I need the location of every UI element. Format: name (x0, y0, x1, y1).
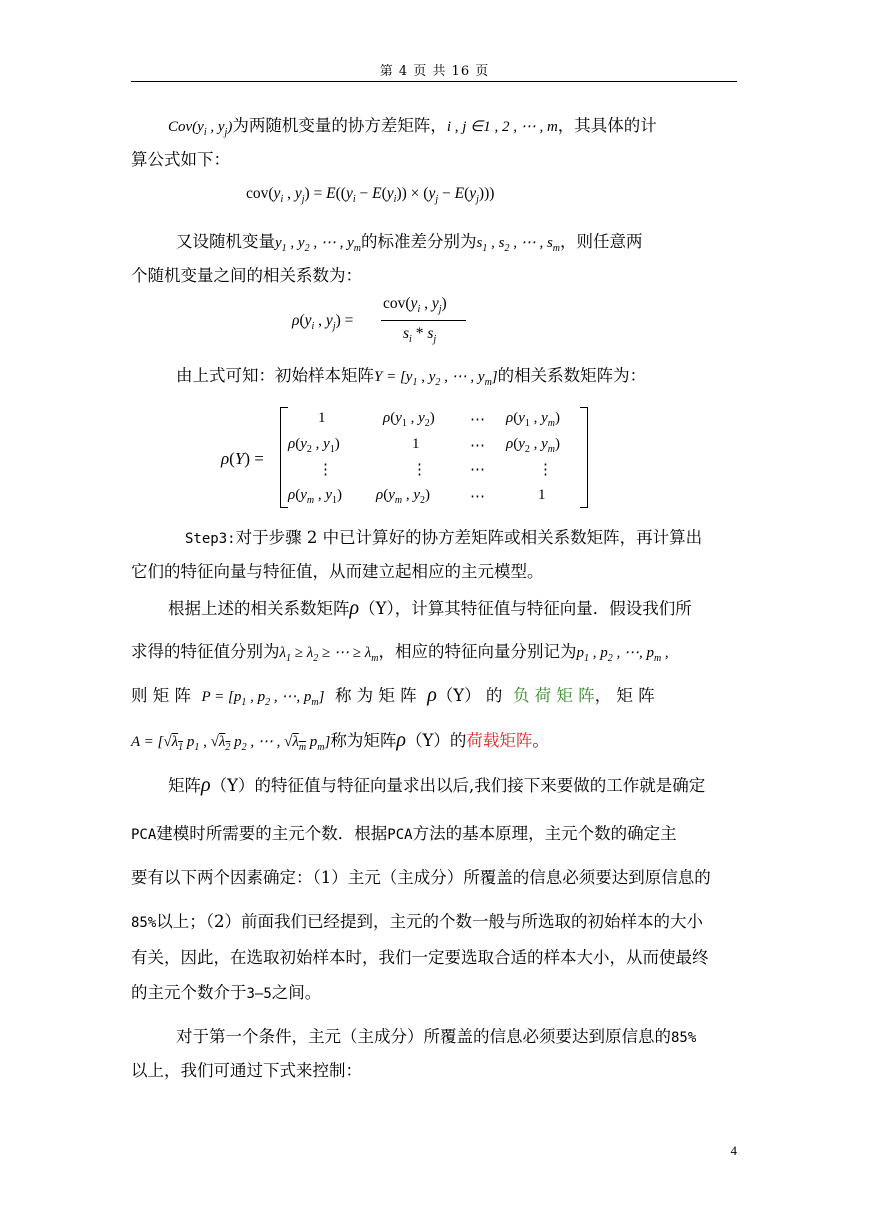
matrix-cell: 1 (318, 410, 326, 426)
text: 85% (671, 1030, 697, 1046)
step3-line-1 (185, 530, 738, 547)
text: （Y）的特征值与特征向量求出以后,我们接下来要做的工作就是确定 (210, 776, 706, 795)
text: ，相应的特征向量分别记为 (378, 642, 577, 661)
paragraph-5-line-1 (168, 774, 738, 796)
A-definition: $A = [√\lambda_1$ $p_1$ , $√\lambda_2$ $p_2$ , ⋯ , $√\lambda_m$ $p_m$] (131, 734, 331, 753)
rho-symbol: ρ (201, 774, 211, 796)
p-list: $p_1$ , $p_2$ , ⋯, $p_m$ , (576, 645, 669, 664)
text: 之间。 (271, 983, 322, 1002)
text: 对于步骤 2 中已计算好的协方差矩阵或相关系数矩阵，再计算出 (235, 528, 703, 547)
text: ， 矩 阵 (594, 686, 655, 705)
matrix-cell: ⋯ (470, 462, 485, 478)
text: PCA (387, 827, 413, 843)
paragraph-4-line-3 (131, 684, 737, 711)
text: 又设随机变量 (176, 232, 275, 251)
text: 矩阵 (168, 776, 201, 795)
text: 由上式可知：初始样本矩阵 (176, 366, 374, 385)
text: 的主元个数介于 (131, 983, 247, 1002)
paragraph-2-line-1 (176, 234, 738, 257)
matrix-cell: ⋮ (412, 462, 427, 478)
matrix-cell: ⋯ (470, 438, 485, 454)
matrix-cell: ⋯ (470, 412, 485, 428)
text: 方法的基本原理，主元个数的确定主 (412, 824, 677, 843)
text: 的相关系数矩阵为： (497, 366, 647, 385)
paragraph-5-line-2 (131, 826, 737, 843)
paragraph-5-line-3: 要有以下两个因素确定：（1）主元（主成分）所覆盖的信息必须要达到原信息的 (131, 868, 711, 887)
text: 的标准差分别为 (361, 232, 477, 251)
equation-rho-denominator: $s_i * s_j$ (403, 325, 437, 346)
text: （Y）的 (405, 731, 467, 750)
text: 。 (532, 731, 549, 750)
text: 建模时所需要的主元个数．根据 (156, 824, 388, 843)
text: ，则任意两 (560, 232, 643, 251)
text: 3—5 (246, 986, 272, 1002)
matrix-cell: $\rho(y_1$ , $y_2$) (383, 410, 435, 429)
rho-symbol: ρ (396, 729, 406, 751)
paragraph-6-line-1 (176, 1029, 738, 1046)
matrix-cell: 1 (538, 487, 546, 503)
s-list: $s_1$ , $s_2$ , ⋯ , $s_m$ (476, 235, 561, 254)
matrix-cell: $\rho(y_2$ , $y_1$) (288, 436, 340, 455)
text: （Y） 的 (436, 686, 503, 705)
rho-symbol: ρ (349, 597, 360, 619)
text: PCA (131, 827, 157, 843)
matrix-cell: $\rho(y_1$ , $y_m$) (506, 410, 561, 429)
page-header: 第 4 页 共 16 页 (379, 64, 490, 79)
matrix-cell: ⋯ (470, 489, 485, 505)
matrix-cell: ⋮ (318, 462, 333, 478)
matrix-cell: $\rho(y_m$ , $y_1$) (288, 487, 343, 506)
text: 以上；（2）前面我们已经提到，主元的个数一般与所选取的初始样本的大小 (156, 912, 704, 931)
matrix-cell: ⋮ (538, 462, 553, 478)
paragraph-5-line-6 (131, 985, 737, 1002)
paragraph-2-line-2: 个随机变量之间的相关系数为： (131, 266, 362, 285)
page-number: 4 (730, 1143, 737, 1158)
equation-rho-numerator: $cov(y_i$ , $y_j$) (383, 295, 447, 316)
step3-line-2: 它们的特征向量与特征值，从而建立起相应的主元模型。 (131, 562, 544, 581)
equation-covariance: $cov(y_i$ , $y_j) = E((y_i - E(y_i)) \times (y_j - E(y_j)))$ (246, 185, 495, 206)
matrix-right-bracket (580, 407, 588, 508)
loading-matrix-term: 荷载矩阵 (466, 731, 533, 750)
matrix-left-bracket (280, 407, 288, 508)
paragraph-4-line-1 (168, 597, 738, 619)
text: 求得的特征值分别为 (131, 642, 280, 661)
text: 称为矩阵 (330, 731, 397, 750)
lambda-chain: $\lambda_1 \ge \lambda_2$ ≥ ⋯ ≥ $\lambda_m$ (279, 645, 379, 664)
text: 85% (131, 915, 157, 931)
equation-rho-lhs: $\rho(y_i$ , $y_j$) = (292, 312, 354, 333)
rho-symbol: ρ (427, 684, 437, 706)
text: 为两随机变量的协方差矩阵， (232, 116, 447, 135)
load-matrix-term: 负 荷 矩 阵 (512, 686, 595, 705)
matrix-cell: $\rho(y_m$ , $y_2$) (376, 487, 431, 506)
step-label: Step3: (185, 531, 236, 547)
paragraph-4-line-4 (131, 729, 737, 756)
matrix-cell: 1 (412, 436, 420, 452)
header-rule (131, 81, 737, 82)
cov-expression: $Cov(y_i$ , $y_j$) (168, 119, 233, 138)
text: 则 矩 阵 (131, 686, 191, 705)
paragraph-4-line-2 (131, 644, 737, 667)
paragraph-1-line-1 (168, 118, 738, 141)
Y-definition: $Y = [y_1$ , $y_2$ , ⋯ , $y_m$] (374, 369, 498, 388)
text: ，其具体的计 (557, 116, 657, 135)
paragraph-6-line-2: 以上，我们可通过下式来控制： (131, 1061, 362, 1080)
text: 称 为 矩 阵 (334, 686, 417, 705)
paragraph-1-line-2: 算公式如下： (131, 150, 230, 169)
y-list: $y_1$ , $y_2$ , ⋯ , $y_m$ (275, 235, 361, 254)
paragraph-5-line-4 (131, 914, 737, 931)
matrix-cell: $\rho(y_2$ , $y_m$) (506, 436, 561, 455)
text: （Y），计算其特征值与特征向量．假设我们所 (359, 599, 692, 618)
fraction-bar (381, 320, 466, 321)
paragraph-5-line-5: 有关，因此，在选取初始样本时，我们一定要选取合适的样本大小，从而使最终 (131, 948, 709, 967)
text: 对于第一个条件，主元（主成分）所覆盖的信息必须要达到原信息的 (176, 1027, 671, 1046)
P-definition: $P = [p_1$ , $p_2$ , ⋯, $p_m$] (201, 689, 325, 708)
text: 根据上述的相关系数矩阵 (168, 599, 350, 618)
index-range: i , j ∈1 , 2 , ⋯ , m (446, 119, 558, 135)
paragraph-3 (176, 368, 738, 391)
matrix-lhs: ρ(Y) = (221, 449, 264, 468)
